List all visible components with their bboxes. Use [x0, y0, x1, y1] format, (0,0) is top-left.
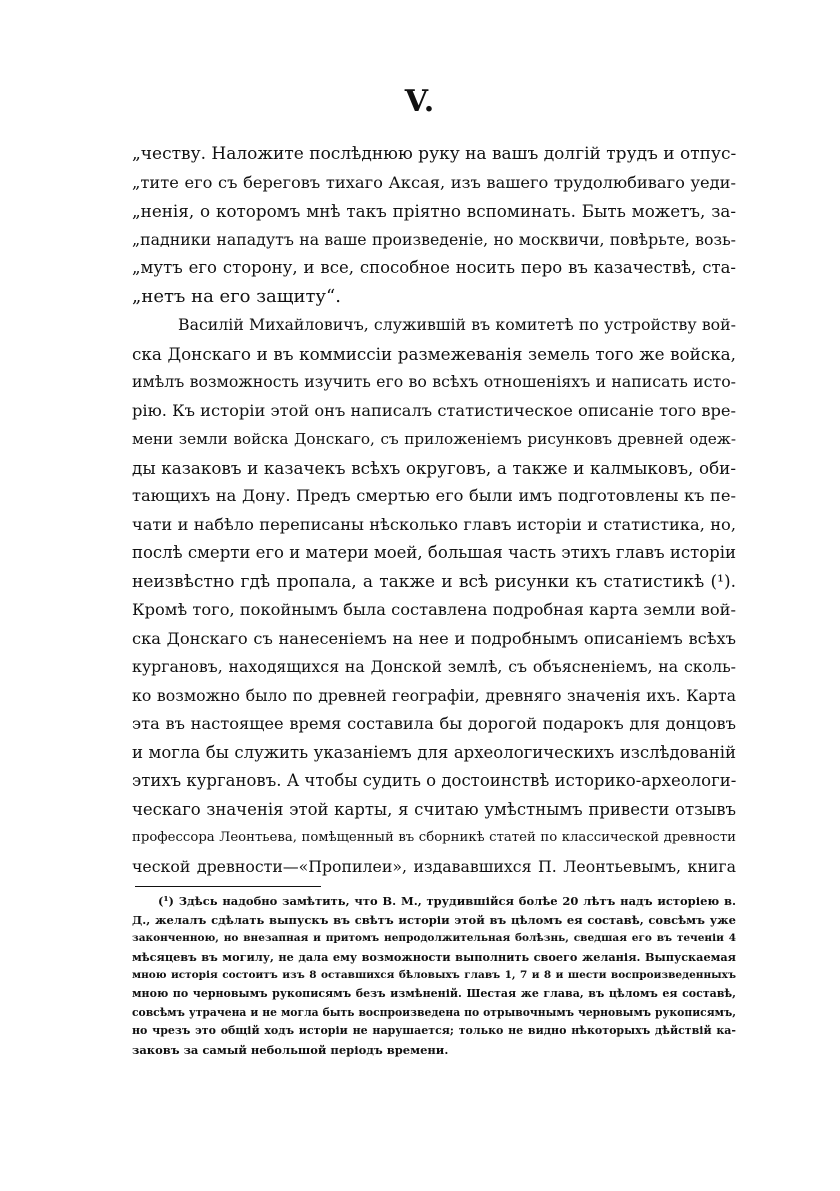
text-line: Василій Михайловичъ, служившій въ комитетѣ по устройству вой-	[178, 315, 736, 334]
text-line: ко возможно было по древней географіи, древняго значенія ихъ. Карта	[132, 685, 736, 705]
text-line: этихъ кургановъ. А чтобы судить о достоинствѣ историко-археологи-	[132, 771, 737, 790]
text-line: кургановъ, находящихся на Донской землѣ, съ объясненіемъ, на сколь-	[132, 657, 736, 676]
text-line: ческаго значенія этой карты, я считаю умѣстнымъ привести отзывъ	[132, 799, 736, 819]
page-number: V.	[404, 84, 436, 119]
text-line: „падники нападутъ на ваше произведеніе, но москвичи, повѣрьте, возь-	[132, 229, 736, 249]
text-line: чати и набѣло переписаны нѣсколько главъ исторіи и статистика, но,	[132, 514, 736, 534]
text-line: ска Донскаго съ нанесеніемъ на нее и подробнымъ описаніемъ всѣхъ	[132, 628, 736, 648]
footnote-line: мѣсяцевъ въ могилу, не дала ему возможности выполнить своего желанія. Выпускаемая	[132, 949, 736, 964]
footnote-line: совсѣмъ утрачена и не могла быть воспроизведена по отрывочнымъ черновымъ рукописямъ,	[132, 1005, 736, 1019]
text-line: „мутъ его сторону, и все, способное носить перо въ казачествѣ, ста-	[132, 258, 736, 277]
text-line: ды казаковъ и казачекъ всѣхъ округовъ, а также и калмыковъ, оби-	[132, 457, 736, 478]
text-line: Кромѣ того, покойнымъ была составлена подробная карта земли вой-	[132, 600, 736, 619]
text-line: неизвѣстно гдѣ пропала, а также и всѣ рисунки къ статистикѣ (¹).	[132, 571, 736, 592]
footnote	[132, 892, 736, 1059]
text-line: мени земли войска Донскаго, съ приложеніемъ рисунковъ древней одеж-	[132, 430, 736, 448]
footnote-line: но чрезъ это общій ходъ исторіи не нарушается; только не видно нѣкоторыхъ дѣйствій ка-	[132, 1024, 736, 1038]
footnote-line: мною по черновымъ рукописямъ безъ измѣненій. Шестая же глава, въ цѣломъ ея составѣ,	[132, 986, 736, 1000]
footnote-line: законченною, но внезапная и притомъ непродолжительная болѣзнь, сведшая его въ теченіи 4	[132, 932, 736, 945]
text-line: „нетъ на его защиту“.	[132, 285, 341, 307]
text-line: эта въ настоящее время составила бы дорогой подарокъ для донцовъ	[132, 714, 736, 733]
text-line: и могла бы служить указаніемъ для археологическихъ изслѣдованій	[132, 742, 736, 762]
text-line: „ненія, о которомъ мнѣ такъ пріятно вспоминать. Быть можетъ, за-	[132, 201, 736, 221]
footnote-line: Д., желалъ сдѣлать выпускъ въ свѣтъ исторіи этой въ цѣломъ ея составѣ, совсѣмъ уже	[132, 912, 736, 927]
text-line: „тите его съ береговъ тихаго Аксая, изъ вашего трудолюбиваго уеди-	[132, 172, 736, 192]
text-line: тающихъ на Дону. Предъ смертью его были имъ подготовлены къ пе-	[132, 486, 736, 505]
footnote-line: заковъ за самый небольшой періодъ времени.	[132, 1042, 449, 1057]
footnote-line: (¹) Здѣсь надобно замѣтить, что В. М., трудившійся болѣе 20 лѣтъ надъ исторіею в.	[158, 894, 736, 908]
footnote-line: мною исторія состоитъ изъ 8 оставшихся бѣловыхъ главъ 1, 7 и 8 и шести воспроизведенныхъ	[132, 969, 736, 982]
text-line: ческой древности—«Пропилеи», издававшихся П. Леонтьевымъ, книга	[132, 856, 736, 876]
text-line: имѣлъ возможность изучить его во всѣхъ отношеніяхъ и написать исто-	[132, 372, 736, 391]
text-line: послѣ смерти его и матери моей, большая часть этихъ главъ исторіи	[132, 543, 736, 562]
text-line: рію. Къ исторіи этой онъ написалъ статистическое описаніе того вре-	[132, 400, 736, 420]
text-line: ска Донскаго и въ коммиссіи размежеванія земель того же войска,	[132, 343, 736, 364]
text-line: профессора Леонтьева, помѣщенный въ сборникѣ статей по классической древности	[132, 830, 736, 845]
text-line: „честву. Наложите послѣднюю руку на вашъ долгій трудъ и отпус-	[132, 144, 737, 164]
footnote-divider	[135, 886, 321, 887]
main-text	[132, 140, 736, 881]
